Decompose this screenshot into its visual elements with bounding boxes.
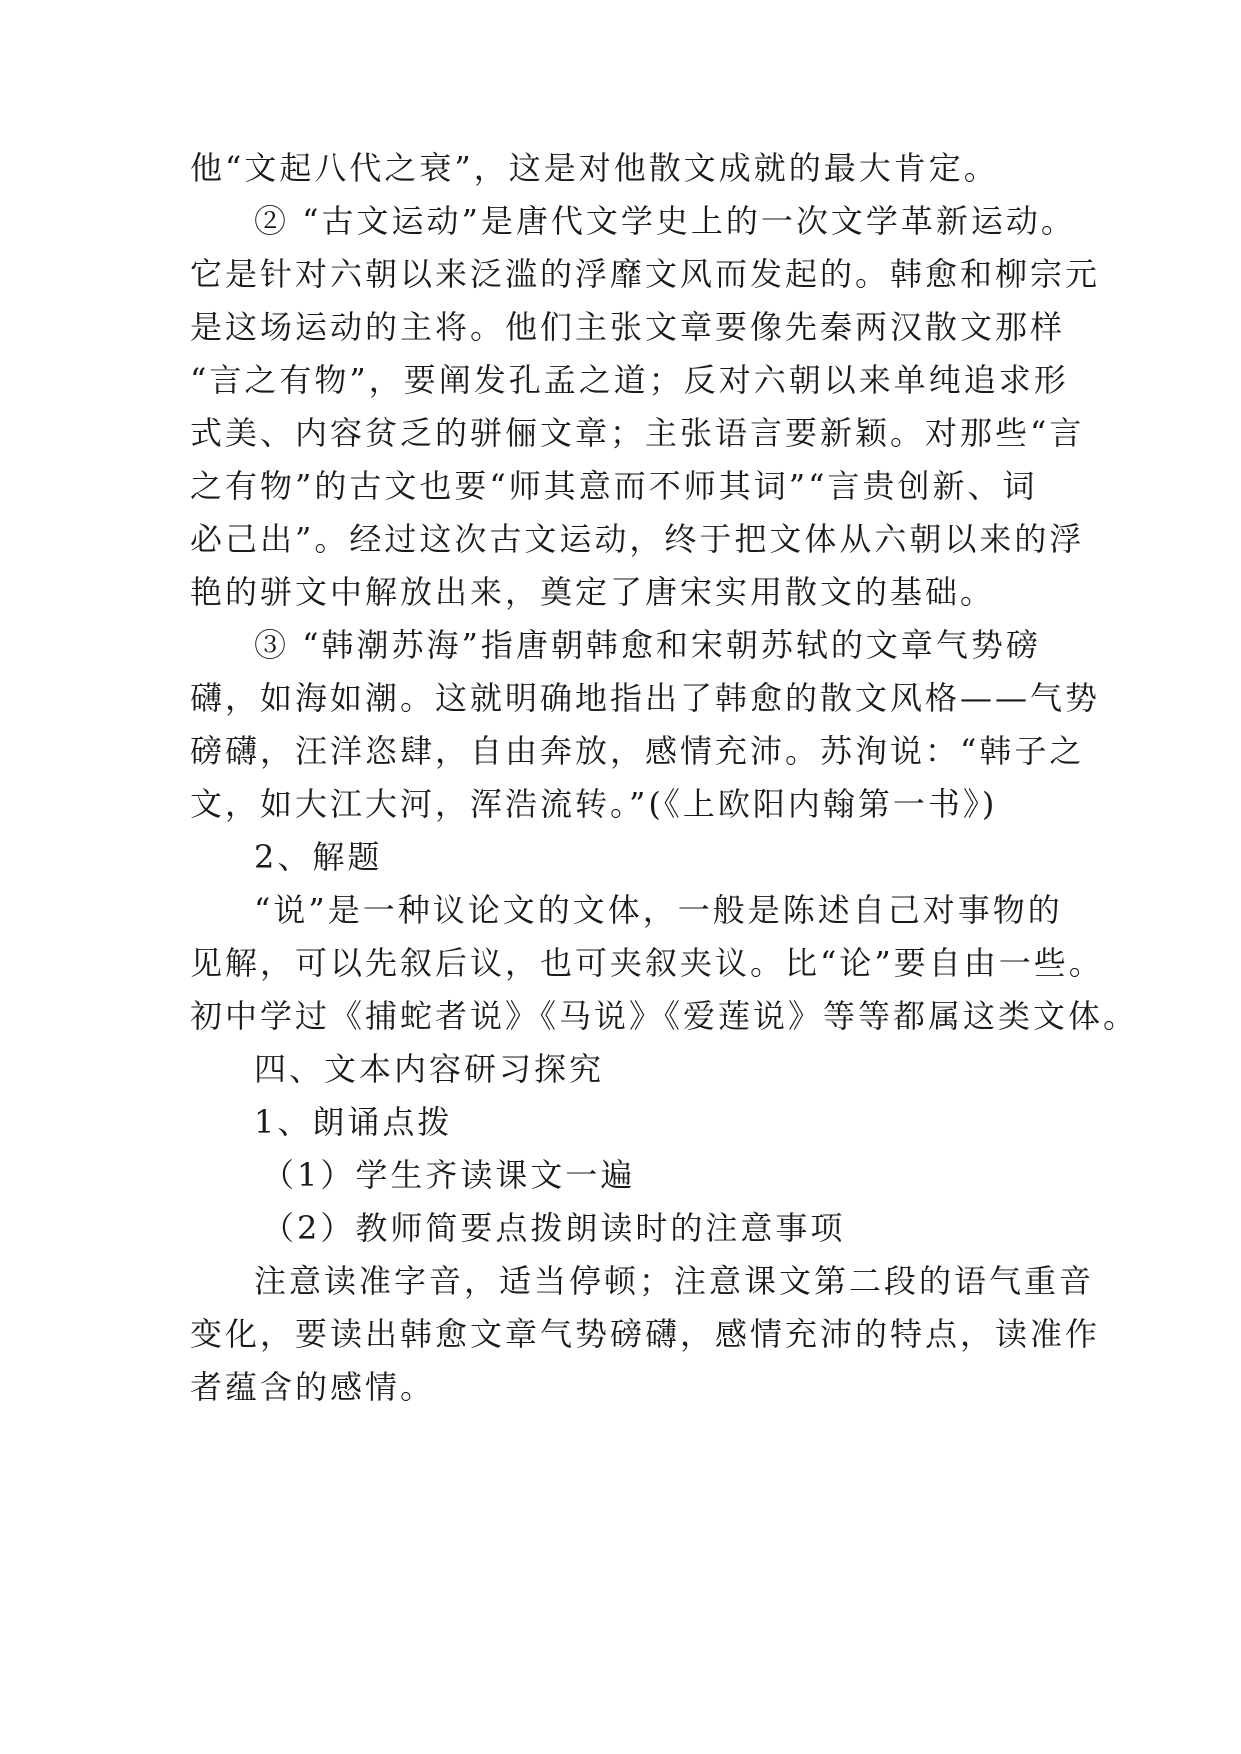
text-line: “说”是一种议论文的文体，一般是陈述自己对事物的 [254,891,1063,929]
text-line: 它是针对六朝以来泛滥的浮靡文风而发起的。韩愈和柳宗元 [190,255,1101,293]
section-heading: 2、解题 [254,838,383,876]
text-line: 初中学过《捕蛇者说》《马说》《爱莲说》等等都属这类文体。 [190,997,1139,1035]
text-line: 是这场运动的主将。他们主张文章要像先秦两汉散文那样 [190,308,1066,346]
text-line: 艳的骈文中解放出来，奠定了唐宋实用散文的基础。 [190,573,996,611]
section-heading: 四、文本内容研习探究 [254,1050,605,1088]
text-line: ② “古文运动”是唐代文学史上的一次文学革新运动。 [254,202,1076,240]
text-line: ③ “韩潮苏海”指唐朝韩愈和宋朝苏轼的文章气势磅 [254,626,1041,664]
text-line: 注意读准字音，适当停顿；注意课文第二段的语气重音 [254,1262,1095,1300]
list-item: （1）学生齐读课文一遍 [262,1156,636,1194]
text-line: 见解，可以先叙后议，也可夹叙夹议。比“论”要自由一些。 [190,944,1104,982]
text-line: 者蕴含的感情。 [190,1368,436,1406]
text-line: 式美、内容贫乏的骈俪文章；主张语言要新颖。对那些“言 [190,414,1085,452]
text-line: 变化，要读出韩愈文章气势磅礴，感情充沛的特点，读准作 [190,1315,1101,1353]
text-line: 他“文起八代之衰”，这是对他散文成就的最大肯定。 [190,149,999,187]
text-line: 之有物”的古文也要“师其意而不师其词”“言贵创新、词 [190,467,1038,505]
section-heading: 1、朗诵点拨 [254,1103,453,1141]
text-line: 礴，如海如潮。这就明确地指出了韩愈的散文风格——气势 [190,679,1101,717]
list-item: （2）教师简要点拨朗读时的注意事项 [262,1209,846,1247]
text-line: 磅礴，汪洋恣肆，自由奔放，感情充沛。苏洵说：“韩子之 [190,732,1085,770]
text-line: 文，如大江大河，浑浩流转。”(《上欧阳内翰第一书》) [190,785,998,823]
text-line: 必己出”。经过这次古文运动，终于把文体从六朝以来的浮 [190,520,1085,558]
text-line: “言之有物”，要阐发孔孟之道；反对六朝以来单纯追求形 [190,361,1069,399]
